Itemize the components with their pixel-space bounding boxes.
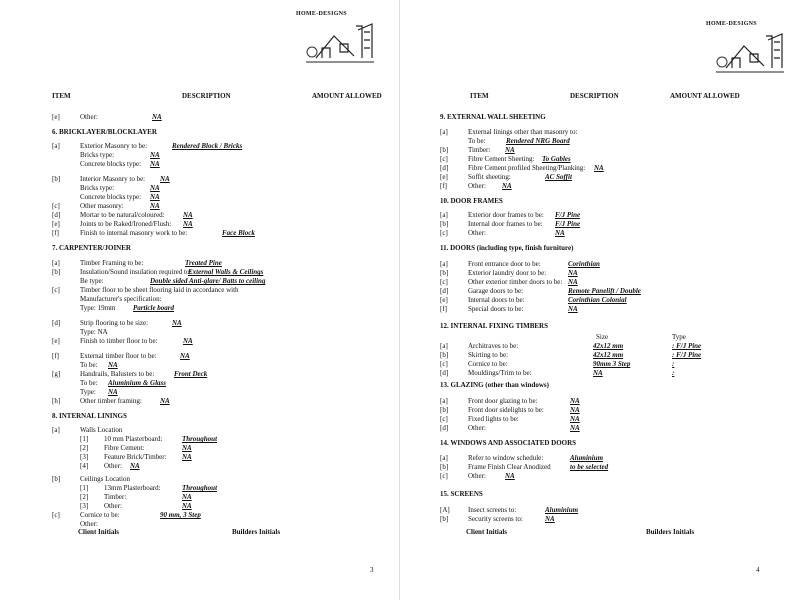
item-value: To Gables (542, 155, 571, 163)
item-description: Front door sidelights to be: (468, 406, 544, 414)
item-description: Fixed lights to be: (468, 415, 519, 423)
fixing-type-header: Type (672, 333, 686, 341)
item-description: Architraves to be: (468, 342, 519, 350)
item-description: Internal doors to be: (468, 296, 525, 304)
item-value: NA (182, 502, 192, 510)
item-value: NA (505, 146, 515, 154)
item-value: NA (183, 211, 193, 219)
item-description: Handrails, Balusters to be: (80, 370, 155, 378)
section-heading: 9. EXTERNAL WALL SHEETING (440, 113, 546, 121)
item-value: NA (108, 361, 118, 369)
item-label: [b] (440, 220, 449, 228)
item-value: NA (183, 337, 193, 345)
item-label: [a] (440, 342, 448, 350)
house-sketch-icon (296, 18, 376, 68)
item-label: [e] (440, 173, 448, 181)
fixing-size-header: Size (596, 333, 609, 341)
item-description: Other exterior timber doors to be: (468, 278, 563, 286)
item-label: [b] (440, 146, 449, 154)
item-label: [h] (52, 397, 61, 405)
item-label: [2] (80, 444, 89, 452)
item-description: To be: (80, 361, 98, 369)
item-label: [f] (440, 305, 447, 313)
item-value: NA (570, 415, 580, 423)
item-label: [c] (440, 472, 448, 480)
item-label: [a] (440, 454, 448, 462)
item-value: Corinthian Colonial (568, 296, 627, 304)
item-label: [a] (440, 128, 448, 136)
item-value: AC Soffit (545, 173, 572, 181)
logo-brand-text-right: HOME-DESIGNS (706, 21, 757, 27)
item-description: Other: (104, 462, 122, 470)
item-description: External timber floor to be: (80, 352, 157, 360)
builders-initials-label-right: Builders Initials (646, 528, 695, 536)
fixing-type-value: : (672, 360, 675, 368)
item-label: [c] (52, 511, 60, 519)
item-value: to be selected (570, 463, 609, 471)
item-label: [a] (440, 397, 448, 405)
client-initials-label: Client Initials (78, 528, 120, 536)
item-label: [f] (440, 182, 447, 190)
item-value: NA (593, 369, 603, 377)
item-description: 13mm Plasterboard: (104, 484, 161, 492)
item-description: Timber: (104, 493, 127, 501)
item-value: NA (570, 424, 580, 432)
item-value: NA (150, 193, 160, 201)
item-description: Other: (468, 472, 486, 480)
item-label: [a] (440, 260, 448, 268)
item-value: Double sided Anti-glare/ Batts to ceiling (150, 277, 266, 285)
item-description: Insulation/Sound insulation required to: (80, 268, 192, 276)
item-value: 42x12 mm (593, 342, 624, 350)
item-description: Front door glazing to be: (468, 397, 538, 405)
item-value: NA (150, 160, 160, 168)
item-description: Concrete blocks type: (80, 193, 142, 201)
item-description: Skirting to be: (468, 351, 509, 359)
item-description: Manufacturer's specification: (80, 295, 162, 303)
item-label: [2] (80, 493, 89, 501)
item-description: Finish to internal masonry work to be: (80, 229, 188, 237)
item-value: NA (130, 462, 140, 470)
item-value: Remote Panelift / Double (568, 287, 641, 295)
item-label: [e] (52, 220, 60, 228)
fixing-type-value: : F/J Pine (672, 351, 702, 359)
item-label: [3] (80, 502, 89, 510)
item-value: NA (568, 278, 578, 286)
item-value: Aluminium (545, 506, 579, 514)
item-description: To be: (80, 379, 98, 387)
item-label: [d] (440, 287, 449, 295)
section-heading: 15. SCREENS (440, 490, 483, 498)
house-sketch-icon-right (706, 28, 786, 78)
item-description: Type: 19mm (80, 304, 116, 312)
item-description: Type: NA (80, 328, 108, 336)
item-value: NA (183, 220, 193, 228)
item-label: [a] (52, 426, 60, 434)
item-label: [A] (440, 506, 450, 514)
item-description: Frame Finish Clear Anodized (468, 463, 551, 471)
item-description: Finish to timber floor to be: (80, 337, 158, 345)
item-value: Throughout (182, 484, 218, 492)
item-value: NA (505, 472, 515, 480)
item-label: [d] (440, 369, 449, 377)
item-description: Other: (80, 520, 98, 528)
item-label: [1] (80, 435, 89, 443)
column-header-description-right: DESCRIPTION (570, 92, 619, 100)
column-header-item: ITEM (52, 92, 71, 100)
item-description: Type: (80, 388, 96, 396)
item-description: Timber Framing to be: (80, 259, 144, 267)
item-value: NA (182, 444, 192, 452)
item-description: 10 mm Plasterboard: (104, 435, 163, 443)
item-description: Cornice to be: (468, 360, 508, 368)
item-description: To be: (468, 137, 486, 145)
item-value: NA (152, 113, 162, 121)
item-description: Concrete blocks type: (80, 160, 142, 168)
item-value: NA (160, 175, 170, 183)
item-description: Feature Brick/Timber: (104, 453, 167, 461)
item-label: [c] (52, 286, 60, 294)
item-label: [b] (52, 268, 61, 276)
item-description: Soffit sheeting: (468, 173, 511, 181)
item-description: Interior Masonry to be: (80, 175, 146, 183)
logo-brand-text: HOME-DESIGNS (296, 11, 347, 17)
item-label: [f] (52, 229, 59, 237)
item-value: Front Deck (174, 370, 208, 378)
page-right (400, 0, 800, 600)
item-value: Treated Pine (185, 259, 222, 267)
item-value: NA (160, 397, 170, 405)
item-label: [e] (440, 296, 448, 304)
item-description: Special doors to be: (468, 305, 524, 313)
fixing-type-value: : F/J Pine (672, 342, 702, 350)
item-description: Timber: (468, 146, 491, 154)
item-label: [a] (52, 259, 60, 267)
item-description: Other timber framing: (80, 397, 142, 405)
item-label: [d] (52, 211, 61, 219)
item-label: [f] (52, 352, 59, 360)
item-label: [g] (52, 370, 61, 378)
item-value: NA (108, 388, 118, 396)
item-description: Front entrance door to be: (468, 260, 541, 268)
item-description: Other: (80, 113, 98, 121)
item-value: Face Block (222, 229, 255, 237)
item-description: Mortar to be natural/coloured: (80, 211, 165, 219)
item-value: NA (502, 182, 512, 190)
page-number-right: 4 (756, 566, 760, 574)
item-value: NA (150, 202, 160, 210)
item-value: 90mm 3 Step (593, 360, 631, 368)
item-label: [3] (80, 453, 89, 461)
item-description: Mouldings/Trim to be: (468, 369, 532, 377)
item-value: 42x12 mm (593, 351, 624, 359)
item-value: NA (594, 164, 604, 172)
item-description: Exterior laundry door to be: (468, 269, 547, 277)
builders-initials-label: Builders Initials (232, 528, 281, 536)
item-value: NA (182, 453, 192, 461)
item-label: [b] (52, 475, 61, 483)
item-label: [e] (52, 337, 60, 345)
item-label: [b] (440, 351, 449, 359)
item-value: NA (150, 184, 160, 192)
item-description: Other: (104, 502, 122, 510)
item-description: Security screens to: (468, 515, 523, 523)
item-label: [b] (440, 269, 449, 277)
item-label: [1] (80, 484, 89, 492)
fixing-type-value: : (672, 369, 675, 377)
item-label: [d] (52, 319, 61, 327)
item-label: [c] (440, 155, 448, 163)
item-value: NA (568, 305, 578, 313)
item-description: Be type: (80, 277, 104, 285)
item-label: [d] (440, 164, 449, 172)
item-value: NA (568, 269, 578, 277)
column-header-amount: AMOUNT ALLOWED (312, 92, 382, 100)
section-heading: 10. DOOR FRAMES (440, 197, 503, 205)
item-value: NA (182, 493, 192, 501)
item-value: NA (555, 229, 565, 237)
item-description: Joints to be Raked/Ironed/Flush: (80, 220, 172, 228)
item-value: Rendered Block / Bricks (172, 142, 243, 150)
item-description: Fibre Cement: (104, 444, 145, 452)
item-description: External linings other than masonry to: (468, 128, 578, 136)
section-heading: 14. WINDOWS AND ASSOCIATED DOORS (440, 439, 577, 447)
home-designs-logo-right (706, 20, 786, 78)
section-heading: 8. INTERNAL LININGS (52, 412, 127, 420)
item-description: Internal door frames to be: (468, 220, 543, 228)
item-description: Bricks type: (80, 151, 115, 159)
item-value: NA (180, 352, 190, 360)
item-label: [c] (440, 415, 448, 423)
item-description: Timber floor to be sheet flooring laid in accordance with (80, 286, 239, 294)
item-value: NA (172, 319, 182, 327)
item-label: [4] (80, 462, 89, 470)
item-value: NA (150, 151, 160, 159)
item-label: [e] (52, 113, 60, 121)
item-description: Other: (468, 182, 486, 190)
item-value: F/J Pine (555, 211, 581, 219)
item-label: [c] (52, 202, 60, 210)
item-value: External Walls & Ceilings (188, 268, 264, 276)
section-heading: 13. GLAZING (other than windows) (440, 381, 549, 389)
client-initials-label-right: Client Initials (466, 528, 508, 536)
item-description: Exterior door frames to be: (468, 211, 544, 219)
item-label: [b] (440, 406, 449, 414)
column-header-amount-right: AMOUNT ALLOWED (670, 92, 740, 100)
item-description: Refer to window schedule: (468, 454, 544, 462)
item-label: [a] (440, 211, 448, 219)
item-description: Fibre Cement profiled Sheeting/Planking: (468, 164, 586, 172)
item-value: Rendered NRG Board (506, 137, 570, 145)
item-label: [c] (440, 278, 448, 286)
item-label: [d] (440, 424, 449, 432)
item-value: Particle board (133, 304, 175, 312)
item-label: [a] (52, 142, 60, 150)
item-description: Walls Location (80, 426, 123, 434)
item-label: [b] (440, 515, 449, 523)
item-description: Other: (468, 424, 486, 432)
item-value: F/J Pine (555, 220, 581, 228)
item-description: Exterior Masonry to be: (80, 142, 148, 150)
item-description: Other masonry: (80, 202, 124, 210)
section-heading: 12. INTERNAL FIXING TIMBERS (440, 322, 549, 330)
section-heading: 11. DOORS (including type, finish furniture) (440, 244, 574, 252)
item-description: Garage doors to be: (468, 287, 524, 295)
item-value: Throughout (182, 435, 218, 443)
item-label: [b] (52, 175, 61, 183)
item-description: Cornice to be: (80, 511, 120, 519)
section-heading: 6. BRICKLAYER/BLOCKLAYER (52, 128, 157, 136)
home-designs-logo (296, 10, 376, 68)
column-header-item-right: ITEM (470, 92, 489, 100)
item-value: 90 mm, 3 Step (160, 511, 201, 519)
item-value: NA (545, 515, 555, 523)
page-number: 3 (370, 566, 374, 574)
section-heading: 7. CARPENTER/JOINER (52, 244, 131, 252)
item-description: Insect screens to: (468, 506, 517, 514)
item-label: [b] (440, 463, 449, 471)
item-description: Fibre Cement Sheeting: (468, 155, 535, 163)
item-description: Other: (468, 229, 486, 237)
item-label: [c] (440, 229, 448, 237)
item-value: NA (570, 397, 580, 405)
item-value: Aluminium & Glass (108, 379, 166, 387)
item-value: Aluminium (570, 454, 604, 462)
column-header-description: DESCRIPTION (182, 92, 231, 100)
item-value: Corinthian (568, 260, 600, 268)
item-label: [c] (440, 360, 448, 368)
item-value: NA (570, 406, 580, 414)
item-description: Ceilings Location (80, 475, 130, 483)
item-description: Strip flooring to be size: (80, 319, 149, 327)
item-description: Bricks type: (80, 184, 115, 192)
